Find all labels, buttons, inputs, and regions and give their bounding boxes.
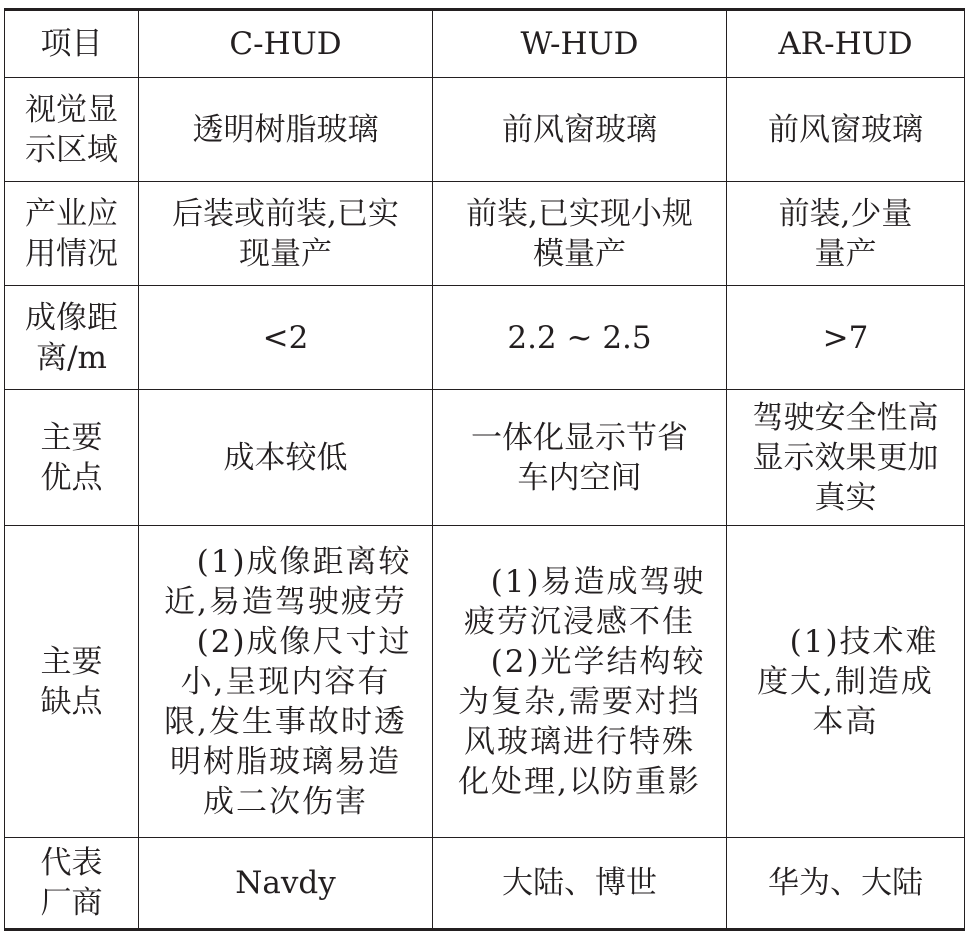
cell-line: 成二次伤害	[203, 783, 368, 820]
cell-line: (2)成像尺寸过	[196, 623, 412, 660]
cell-line: 一体化显示节省	[471, 419, 688, 456]
cell-line: 限,发生事故时透	[164, 703, 407, 740]
row-label-line: 视觉显	[25, 91, 118, 128]
row-label-line: 厂商	[40, 885, 103, 921]
row-display-area	[5, 78, 965, 182]
cell-ar-hud-manufacturers: 华为、大陆	[727, 838, 965, 930]
cell-c-hud-advantages: 成本较低	[139, 390, 433, 526]
cell-line: 明树脂玻璃易造	[170, 743, 401, 780]
row-label-line: 主要	[40, 419, 103, 456]
row-label-advantages	[5, 390, 139, 526]
cell-line: 车内空间	[517, 459, 642, 496]
cell-line: 显示效果更加	[752, 439, 939, 476]
cell-line: 疲劳沉浸感不佳	[464, 603, 695, 640]
hud-comparison-table	[4, 8, 965, 931]
cell-ar-hud-distance: >7	[727, 286, 965, 390]
row-label-line: 成像距	[25, 299, 118, 336]
row-label-disadvantages	[5, 526, 139, 838]
cell-ar-hud-industry	[727, 182, 965, 286]
cell-w-hud-manufacturers: 大陆、博世	[433, 838, 727, 930]
cell-w-hud-distance: 2.2 ~ 2.5	[433, 286, 727, 390]
row-label-manufacturers	[5, 838, 139, 930]
cell-line: (1)成像距离较	[196, 543, 412, 580]
header-ar-hud: AR-HUD	[727, 10, 965, 78]
cell-line: 驾驶安全性高	[752, 399, 939, 436]
row-disadvantages	[5, 526, 965, 838]
row-manufacturers	[5, 838, 965, 930]
cell-line: (2)光学结构较	[490, 643, 706, 680]
row-label-display-area	[5, 78, 139, 182]
row-label-distance	[5, 286, 139, 390]
header-row	[5, 10, 965, 78]
row-label-line: 代表	[40, 845, 103, 881]
row-advantages	[5, 390, 965, 526]
cell-w-hud-display-area: 前风窗玻璃	[433, 78, 727, 182]
cell-ar-hud-advantages	[727, 390, 965, 526]
header-item: 项目	[5, 10, 139, 78]
cell-line: 前装,已实现小规	[466, 195, 693, 232]
row-label-line: 优点	[40, 459, 103, 496]
cell-c-hud-display-area: 透明树脂玻璃	[139, 78, 433, 182]
cell-line: 量产	[814, 235, 877, 272]
row-distance	[5, 286, 965, 390]
row-industry	[5, 182, 965, 286]
row-label-line: 示区域	[25, 131, 118, 168]
row-label-industry	[5, 182, 139, 286]
cell-line: 为复杂,需要对挡	[458, 683, 701, 720]
cell-c-hud-industry	[139, 182, 433, 286]
cell-line: 真实	[814, 479, 877, 516]
row-label-line: 用情况	[25, 235, 118, 272]
cell-ar-hud-disadvantages	[727, 526, 965, 838]
cell-line: 度大,制造成	[757, 663, 934, 700]
cell-line: 现量产	[239, 235, 332, 272]
cell-w-hud-advantages	[433, 390, 727, 526]
cell-line: (1)技术难	[789, 623, 939, 660]
cell-ar-hud-display-area: 前风窗玻璃	[727, 78, 965, 182]
cell-w-hud-disadvantages	[433, 526, 727, 838]
cell-line: 小,呈现内容有	[180, 663, 391, 700]
cell-line: 风玻璃进行特殊	[464, 723, 695, 760]
cell-c-hud-distance: <2	[139, 286, 433, 390]
cell-c-hud-disadvantages	[139, 526, 433, 838]
row-label-line: 主要	[40, 643, 103, 680]
row-label-line: 离/m	[36, 339, 107, 376]
cell-line: 模量产	[533, 235, 626, 272]
cell-line: 化处理,以防重影	[458, 763, 701, 800]
cell-line: 前装,少量	[778, 195, 913, 232]
cell-line: 近,易造驾驶疲劳	[164, 583, 407, 620]
header-c-hud: C-HUD	[139, 10, 433, 78]
cell-w-hud-industry	[433, 182, 727, 286]
header-w-hud: W-HUD	[433, 10, 727, 78]
row-label-line: 缺点	[40, 683, 103, 720]
cell-line: 后装或前装,已实	[172, 195, 399, 232]
cell-line: (1)易造成驾驶	[490, 563, 706, 600]
row-label-line: 产业应	[25, 195, 118, 232]
cell-line: 本高	[812, 703, 879, 740]
cell-c-hud-manufacturers: Navdy	[139, 838, 433, 930]
